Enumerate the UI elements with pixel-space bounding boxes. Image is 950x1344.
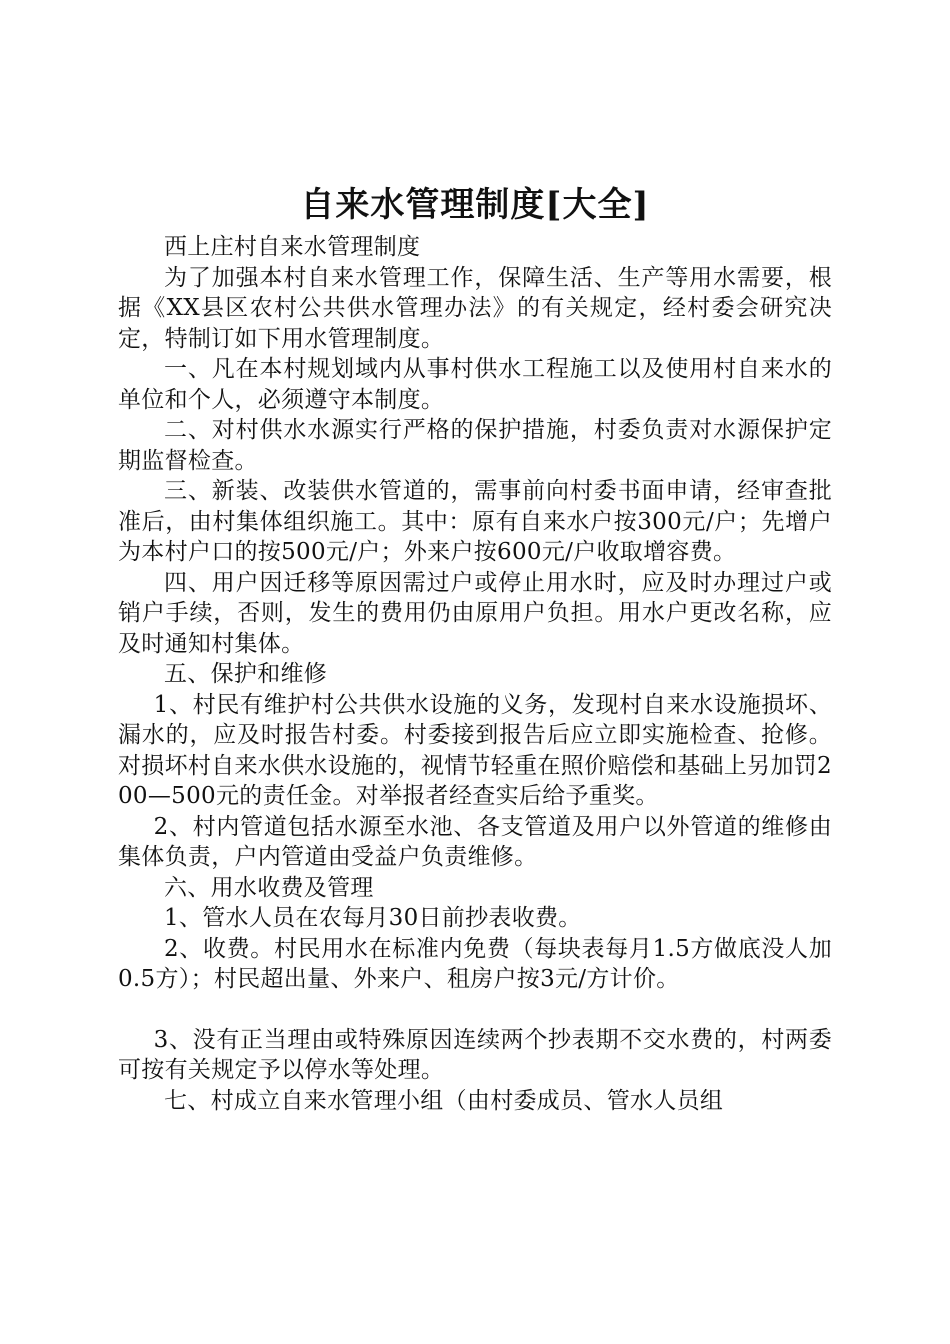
article-6-item-1: 1、管水人员在农每月30日前抄表收费。 bbox=[164, 905, 582, 931]
article-5-heading: 五、保护和维修 bbox=[164, 661, 328, 687]
document-title: 自来水管理制度[大全] bbox=[300, 185, 650, 225]
article-2-paragraph: 二、对村供水水源实行严格的保护措施，村委负责对水源保护定期监督检查。 bbox=[118, 417, 832, 474]
subtitle-paragraph: 西上庄村自来水管理制度 bbox=[164, 234, 421, 260]
article-1-paragraph: 一、凡在本村规划域内从事村供水工程施工以及使用村自来水的单位和个人，必须遵守本制度。 bbox=[118, 356, 832, 413]
article-5-item-2: 2、村内管道包括水源至水池、各支管道及用户以外管道的维修由集体负责，户内管道由受益户负责维修。 bbox=[118, 813, 832, 870]
article-7-paragraph: 七、村成立自来水管理小组（由村委成员、管水人员组 bbox=[164, 1087, 724, 1114]
article-6-item-2: 2、收费。村民用水在标准内免费（每块表每月1.5方做底没人加0.5方）；村民超出量、外来户、租房户按3元/方计价。 bbox=[118, 935, 832, 992]
article-6-heading: 六、用水收费及管理 bbox=[164, 874, 374, 901]
article-6-item-3: 3、没有正当理由或特殊原因连续两个抄表期不交水费的，村两委可按有关规定予以停水等处理。 bbox=[118, 1026, 832, 1083]
article-3-paragraph: 三、新装、改装供水管道的，需事前向村委书面申请，经审查批准后，由村集体组织施工。其中：原有自来水户按300元/户；先增户为本村户口的按500元/户；外来户按600元/户收取增容费。 bbox=[118, 478, 832, 565]
article-5-item-1: 1、村民有维护村公共供水设施的义务，发现村自来水设施损坏、漏水的，应及时报告村委。村委接到报告后应立即实施检查、抢修。对损坏村自来水供水设施的，视情节轻重在照价赔偿和基础上另加罚200—500元的责任金。对举报者经查实后给予重奖。 bbox=[118, 691, 832, 809]
document-page bbox=[118, 180, 832, 1116]
intro-paragraph: 为了加强本村自来水管理工作，保障生活、生产等用水需要，根据《XX县区农村公共供水管理办法》的有关规定，经村委会研究决定，特制订如下用水管理制度。 bbox=[118, 264, 832, 352]
article-4-paragraph: 四、用户因迁移等原因需过户或停止用水时，应及时办理过户或销户手续，否则，发生的费用仍由原用户负担。用水户更改名称，应及时通知村集体。 bbox=[118, 569, 832, 657]
blank-line bbox=[118, 995, 832, 1025]
